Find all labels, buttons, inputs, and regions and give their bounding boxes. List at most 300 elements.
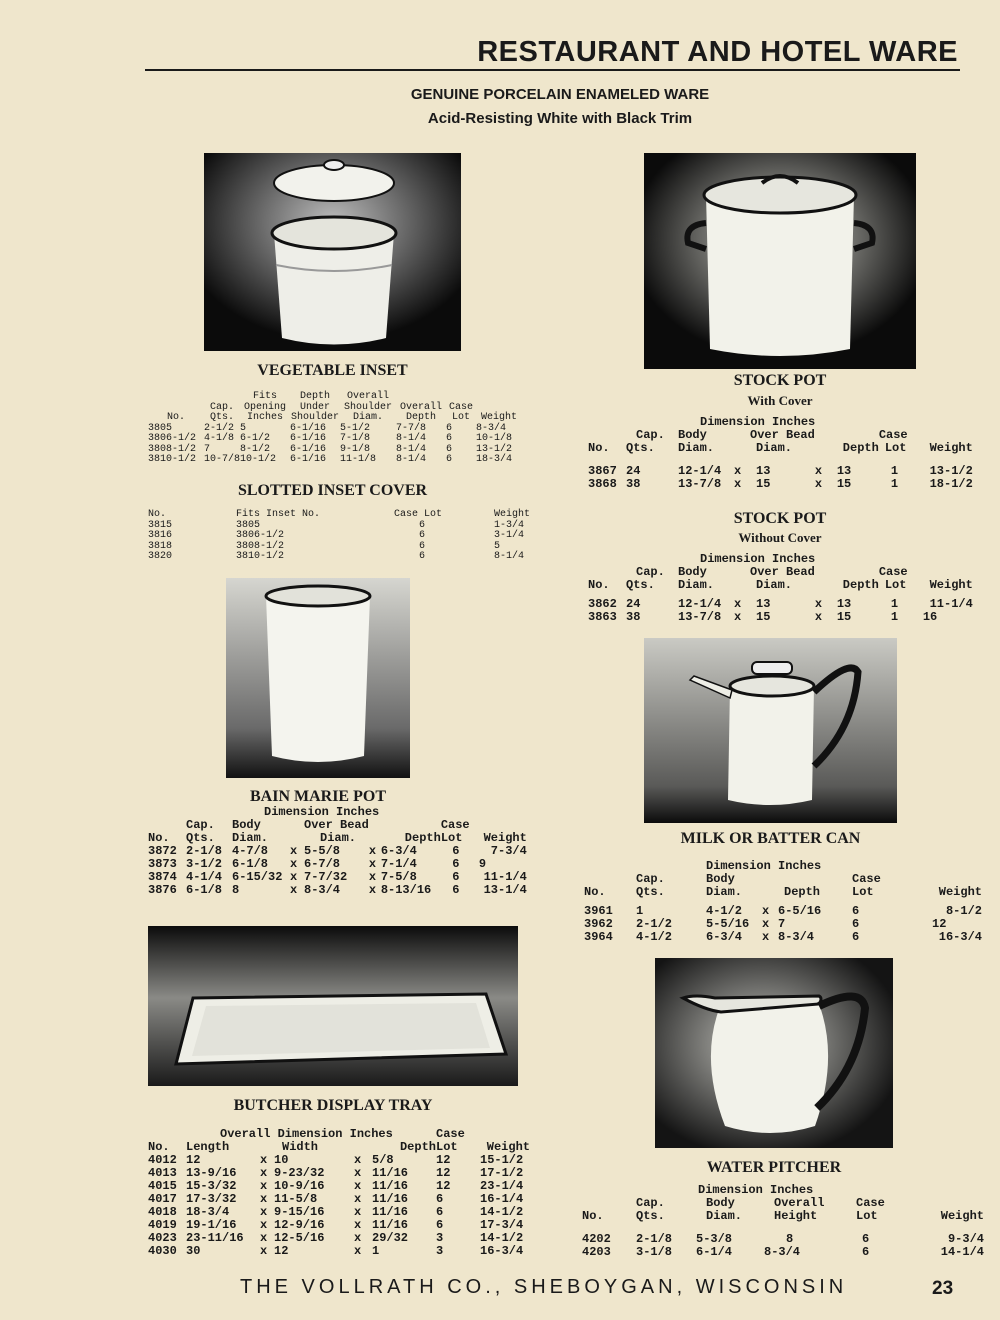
table-cell: 6 xyxy=(852,930,860,944)
column-header xyxy=(915,416,973,429)
table-cell: x xyxy=(814,464,823,478)
table-cell: 4017 xyxy=(148,1192,177,1206)
table-cell: 6-1/16 xyxy=(290,422,327,434)
column-header: Overall xyxy=(400,401,443,413)
table-cell: 11-5/8 xyxy=(274,1192,318,1206)
table-cell: 3805 xyxy=(236,519,261,531)
column-header: Shoulder xyxy=(291,412,340,423)
column-header: Case xyxy=(440,818,470,832)
table-cell: 8-1/4 xyxy=(494,551,525,562)
table-cell: 19-1/16 xyxy=(186,1218,237,1232)
column-header: Diam. xyxy=(706,885,743,899)
table-cell: 4023 xyxy=(148,1231,177,1245)
table-cell: 3806-1/2 xyxy=(236,530,285,541)
table-cell: x xyxy=(260,1244,268,1258)
column-header: Qts. xyxy=(186,831,215,845)
table-cell: 3806-1/2 xyxy=(148,433,197,444)
table-cell: 6 xyxy=(419,540,426,552)
table-cell: 8-3/4 xyxy=(476,422,507,434)
table-cell: 3873 xyxy=(148,857,177,871)
table-cell: 8-3/4 xyxy=(764,1245,801,1259)
column-header: Lot xyxy=(436,1140,458,1154)
table-cell: 8-1/4 xyxy=(396,433,427,444)
column-header: Dimension Inches xyxy=(700,415,816,429)
column-header: Overall Dimension Inches xyxy=(220,1127,393,1141)
column-header: Depth xyxy=(784,885,821,899)
table-cell: x xyxy=(734,597,742,611)
table-cell: 12 xyxy=(932,917,947,931)
table-cell: 15 xyxy=(756,477,771,491)
column-header: Cap. xyxy=(636,1196,665,1210)
table-header-row xyxy=(148,1141,530,1154)
table-cell: 3-1/4 xyxy=(494,530,525,541)
table-cell: 4018 xyxy=(148,1205,177,1219)
column-header: No. xyxy=(148,1140,170,1154)
table-cell: 9-23/32 xyxy=(274,1166,325,1180)
table-cell: 5 xyxy=(240,422,247,434)
column-header: Cap. xyxy=(636,872,665,886)
stock-pot-nocover-subtitle: Without Cover xyxy=(738,530,822,545)
column-header: Fits Inset No. xyxy=(236,509,321,520)
column-header: Depth xyxy=(300,391,331,402)
column-header xyxy=(582,1184,636,1197)
table-cell: 11/16 xyxy=(372,1218,409,1232)
stock-pot-photo xyxy=(644,153,916,369)
vegetable-inset-title: VEGETABLE INSET xyxy=(257,362,408,379)
table-cell: 6-1/16 xyxy=(290,433,327,444)
stock-pot-nocover-table xyxy=(588,553,973,624)
table-cell: x xyxy=(354,1166,362,1180)
column-header: Body xyxy=(706,1196,735,1210)
table-cell: x xyxy=(290,857,298,871)
table-cell: 6 xyxy=(419,530,426,541)
table-cell: 13 xyxy=(756,464,771,478)
table-cell: 3-1/2 xyxy=(186,857,223,871)
column-header: Depth xyxy=(842,441,879,455)
column-header xyxy=(148,392,204,403)
table-cell: x xyxy=(354,1153,362,1167)
table-cell: 38 xyxy=(626,477,641,491)
table-cell: 2-1/8 xyxy=(636,1232,673,1246)
butcher-tray-table xyxy=(148,1128,530,1258)
table-cell: 13-1/2 xyxy=(476,443,513,455)
column-header xyxy=(588,416,626,429)
table-cell: 16-1/4 xyxy=(480,1192,524,1206)
table-cell: 17-3/32 xyxy=(186,1192,237,1206)
table-cell: x xyxy=(762,917,770,931)
table-cell: 6-7/8 xyxy=(304,857,341,871)
table-cell: 11-1/4 xyxy=(929,597,973,611)
column-header: Lot xyxy=(440,831,463,845)
table-cell: 1 xyxy=(890,597,899,611)
column-header: Diam. xyxy=(756,441,793,455)
column-header: Weight xyxy=(940,1209,984,1223)
column-header: Weight xyxy=(929,578,973,592)
table-cell: 15-3/32 xyxy=(186,1179,237,1193)
table-cell: 9-1/8 xyxy=(340,443,371,455)
column-header: Lot xyxy=(856,1209,878,1223)
table-cell: 4015 xyxy=(148,1179,177,1193)
table-cell: 6 xyxy=(446,443,453,455)
column-header: Over Bead xyxy=(750,428,815,442)
table-cell: 24 xyxy=(626,464,641,478)
table-cell: 3962 xyxy=(584,917,613,931)
column-header: Length xyxy=(186,1140,230,1154)
table-cell: 6-1/16 xyxy=(290,454,327,465)
column-header xyxy=(762,886,778,899)
column-header: Cap. xyxy=(636,565,665,579)
table-cell: 11-1/4 xyxy=(483,870,527,884)
table-cell: 1-3/4 xyxy=(494,519,525,531)
column-header: Weight xyxy=(494,509,531,520)
table-cell: x xyxy=(734,464,742,478)
stock-pot-cover-subtitle: With Cover xyxy=(747,393,813,408)
table-cell: 3964 xyxy=(584,930,613,944)
table-cell: 12-1/4 xyxy=(678,597,722,611)
table-row xyxy=(588,592,973,611)
stock-pot-cover-table xyxy=(588,416,973,491)
column-header: Body xyxy=(232,818,261,832)
table-cell: 11/16 xyxy=(372,1166,409,1180)
table-cell: 3876 xyxy=(148,883,177,897)
table-cell: x xyxy=(814,477,823,491)
table-cell: 8-3/4 xyxy=(304,883,341,897)
table-cell: 6 xyxy=(452,857,460,871)
table-cell: 3862 xyxy=(588,597,617,611)
column-header: No. xyxy=(588,578,610,592)
table-cell: x xyxy=(260,1192,268,1206)
table-cell: 4030 xyxy=(148,1244,177,1258)
column-header: Under xyxy=(300,401,331,413)
bain-marie-title: BAIN MARIE POT xyxy=(249,788,386,805)
column-header: Dimension Inches xyxy=(700,552,816,566)
table-cell: 18-1/2 xyxy=(929,477,973,491)
table-cell: 9-15/16 xyxy=(274,1205,325,1219)
milk-can-table xyxy=(584,860,982,944)
table-cell: 12 xyxy=(186,1153,201,1167)
table-cell: 15 xyxy=(756,610,771,624)
table-cell: 6 xyxy=(446,422,453,434)
column-header: Body xyxy=(678,428,707,442)
table-cell: 14-1/4 xyxy=(940,1245,984,1259)
column-header xyxy=(471,806,527,819)
column-header: Case xyxy=(436,1127,465,1141)
table-cell: 11-1/8 xyxy=(340,454,377,465)
column-header xyxy=(204,392,240,403)
table-cell: 5-5/8 xyxy=(304,844,341,858)
butcher-tray-title: BUTCHER DISPLAY TRAY xyxy=(233,1097,433,1114)
column-header: Cap. xyxy=(636,428,665,442)
table-cell: 6-1/2 xyxy=(240,433,271,444)
table-cell: 1 xyxy=(890,464,899,478)
table-cell: 6 xyxy=(452,844,460,858)
table-cell: 30 xyxy=(186,1244,201,1258)
column-header xyxy=(912,1184,984,1197)
table-row xyxy=(148,884,527,897)
table-cell: x xyxy=(354,1205,362,1219)
table-cell: 1 xyxy=(890,477,899,491)
column-header: Fits xyxy=(253,391,278,402)
table-cell: 9-3/4 xyxy=(947,1232,984,1246)
column-header: Depth xyxy=(842,578,879,592)
column-header: Qts. xyxy=(626,578,655,592)
column-header: Cap. xyxy=(186,818,215,832)
table-cell: 4-1/4 xyxy=(186,870,223,884)
column-header: Depth xyxy=(406,412,437,423)
table-header-row xyxy=(588,442,973,455)
table-cell: 4019 xyxy=(148,1218,177,1232)
table-cell: x xyxy=(260,1205,268,1219)
table-cell: 5/8 xyxy=(372,1153,394,1167)
column-header xyxy=(584,860,636,873)
table-cell: 16-3/4 xyxy=(480,1244,524,1258)
table-cell: 7-1/4 xyxy=(380,857,417,871)
table-cell: 12 xyxy=(436,1166,451,1180)
table-cell: x xyxy=(290,844,298,858)
table-cell: 5-5/16 xyxy=(706,917,750,931)
table-cell: 3868 xyxy=(588,477,617,491)
table-cell: 8-3/4 xyxy=(778,930,815,944)
column-header xyxy=(588,553,626,566)
column-header: Over Bead xyxy=(304,818,369,832)
table-cell: 6-3/4 xyxy=(380,844,417,858)
table-cell: x xyxy=(260,1218,268,1232)
column-header: No. xyxy=(588,441,610,455)
milk-can-photo xyxy=(644,638,897,823)
column-header: Lot xyxy=(884,441,907,455)
column-header: Qts. xyxy=(626,441,655,455)
table-cell: x xyxy=(260,1166,268,1180)
table-cell: 6 xyxy=(446,454,453,465)
table-cell: 6-5/16 xyxy=(778,904,822,918)
table-cell: 23-1/4 xyxy=(480,1179,524,1193)
column-header: Weight xyxy=(929,441,973,455)
column-header: Case xyxy=(878,428,908,442)
table-cell: 6-15/32 xyxy=(232,870,283,884)
table-cell: 10-7/8 xyxy=(204,454,241,465)
table-cell: 15-1/2 xyxy=(480,1153,524,1167)
column-header xyxy=(762,873,778,886)
table-cell: 12-1/4 xyxy=(678,464,722,478)
table-cell: 3810-1/2 xyxy=(236,551,285,562)
table-cell: 7 xyxy=(204,443,211,455)
column-header: Depth xyxy=(399,1140,436,1154)
table-cell: 4-1/8 xyxy=(204,433,235,444)
column-header xyxy=(915,553,973,566)
table-cell: 15 xyxy=(836,610,852,624)
table-cell: 18-3/4 xyxy=(476,454,513,465)
table-cell: x xyxy=(290,870,298,884)
column-header: Shoulder xyxy=(344,401,393,413)
column-header: Opening xyxy=(244,401,287,413)
table-row xyxy=(588,611,973,624)
table-cell: 13-7/8 xyxy=(678,477,722,491)
table-cell: 3863 xyxy=(588,610,617,624)
table-cell: 3820 xyxy=(148,551,173,562)
table-cell: 3874 xyxy=(148,870,177,884)
column-header: Qts. xyxy=(636,1209,665,1223)
table-header-row xyxy=(148,392,522,403)
milk-can-title: MILK OR BATTER CAN xyxy=(680,830,861,847)
footer-company: THE VOLLRATH CO., SHEBOYGAN, WISCONSIN xyxy=(240,1276,848,1298)
column-header: Diam. xyxy=(678,441,715,455)
column-header: Lot xyxy=(452,412,471,423)
table-cell: 7 xyxy=(778,917,786,931)
column-header: Case xyxy=(856,1196,885,1210)
title-rule xyxy=(145,69,960,71)
table-cell: 16 xyxy=(922,610,938,624)
table-cell: 29/32 xyxy=(372,1231,409,1245)
table-cell: 3 xyxy=(436,1231,444,1245)
column-header: Depth xyxy=(404,831,441,845)
slotted-cover-table xyxy=(148,510,544,563)
column-header: Cap. xyxy=(210,401,235,413)
column-header: Qts. xyxy=(636,885,665,899)
table-cell: x xyxy=(260,1231,268,1245)
vegetable-inset-photo xyxy=(204,153,461,351)
column-header: Diam. xyxy=(353,412,384,423)
table-cell: 8-13/16 xyxy=(380,883,432,897)
column-header: Overall xyxy=(347,391,390,402)
column-header: Inches xyxy=(247,412,284,423)
table-cell: 3808-1/2 xyxy=(148,443,197,455)
column-header: Qts. xyxy=(210,412,235,423)
table-row xyxy=(148,455,522,466)
table-cell: 3808-1/2 xyxy=(236,540,285,552)
table-cell: 24 xyxy=(626,597,641,611)
table-cell: 12 xyxy=(436,1179,451,1193)
table-cell: 4-1/2 xyxy=(706,904,743,918)
table-cell: 6 xyxy=(452,883,460,897)
column-header xyxy=(815,579,829,592)
column-header: Diam. xyxy=(232,831,269,845)
table-cell: 10-1/8 xyxy=(476,433,513,444)
table-cell: 2-1/8 xyxy=(186,844,223,858)
table-cell: x xyxy=(368,857,377,871)
column-header: Body xyxy=(678,565,707,579)
table-row xyxy=(148,521,544,532)
table-row xyxy=(588,455,973,478)
column-header: Diam. xyxy=(320,831,357,845)
table-cell: 6-1/8 xyxy=(232,857,269,871)
column-header xyxy=(476,392,522,403)
table-cell: 14-1/2 xyxy=(480,1205,524,1219)
table-cell: 8-1/4 xyxy=(396,443,427,455)
column-header: Case xyxy=(449,401,474,413)
table-cell: 6 xyxy=(436,1218,444,1232)
table-cell: x xyxy=(354,1231,362,1245)
table-cell: x xyxy=(368,883,377,897)
table-cell: 6 xyxy=(436,1192,444,1206)
column-header xyxy=(446,392,476,403)
column-header xyxy=(734,429,742,442)
table-cell: 5 xyxy=(494,540,501,552)
table-cell: 6-1/8 xyxy=(186,883,223,897)
table-cell: 17-1/2 xyxy=(480,1166,524,1180)
table-cell: 7-5/8 xyxy=(380,870,417,884)
bain-marie-photo xyxy=(226,578,410,778)
table-cell: 13 xyxy=(836,597,852,611)
table-cell: 12 xyxy=(274,1244,289,1258)
table-cell: 13 xyxy=(836,464,852,478)
table-cell: 16-3/4 xyxy=(938,930,982,944)
table-cell: 3 xyxy=(436,1244,444,1258)
column-header xyxy=(908,860,982,873)
table-cell: 10-9/16 xyxy=(274,1179,325,1193)
column-header: Over Bead xyxy=(750,565,815,579)
table-cell: 6 xyxy=(446,433,453,444)
table-cell: x xyxy=(368,870,377,884)
table-cell: x xyxy=(734,610,742,624)
table-cell: x xyxy=(354,1218,362,1232)
column-header xyxy=(734,442,742,455)
table-row xyxy=(582,1223,984,1246)
table-cell: x xyxy=(260,1153,268,1167)
table-cell: x xyxy=(354,1192,362,1206)
subtitle-finish: Acid-Resisting White with Black Trim xyxy=(427,110,693,127)
table-cell: 7-7/8 xyxy=(396,422,427,434)
table-cell: 1 xyxy=(636,904,644,918)
table-cell: 6 xyxy=(862,1245,870,1259)
column-header: Lot xyxy=(852,885,874,899)
table-cell: 12-9/16 xyxy=(274,1218,325,1232)
stock-pot-cover-title: STOCK POT xyxy=(733,372,827,389)
table-cell: x xyxy=(734,477,742,491)
table-row xyxy=(588,478,973,491)
column-header xyxy=(734,566,742,579)
table-header-row xyxy=(588,579,973,592)
column-header: Diam. xyxy=(756,578,793,592)
table-cell: 8 xyxy=(786,1232,794,1246)
column-header xyxy=(734,579,742,592)
page-title: RESTAURANT AND HOTEL WARE xyxy=(477,36,958,68)
column-header xyxy=(369,819,381,832)
table-cell: 3961 xyxy=(584,904,613,918)
table-cell: 2-1/2 xyxy=(636,917,673,931)
table-row xyxy=(148,531,544,542)
table-cell: 4203 xyxy=(582,1245,611,1259)
column-header: Weight xyxy=(483,831,527,845)
table-header-row xyxy=(582,1210,984,1223)
table-cell: 1 xyxy=(372,1244,380,1258)
table-cell: 6-1/16 xyxy=(290,443,327,455)
table-cell: 18-3/4 xyxy=(186,1205,230,1219)
column-header xyxy=(815,566,829,579)
bain-marie-table xyxy=(148,806,527,897)
column-header: Dimension Inches xyxy=(264,805,380,819)
table-cell: 6-3/4 xyxy=(706,930,743,944)
table-cell: 3810-1/2 xyxy=(148,454,197,465)
table-cell: x xyxy=(762,904,770,918)
table-cell: 5-1/2 xyxy=(340,422,371,434)
table-cell: 1 xyxy=(890,610,899,624)
table-cell: 3818 xyxy=(148,540,173,552)
table-cell: 6 xyxy=(452,870,460,884)
table-cell: 4012 xyxy=(148,1153,177,1167)
column-header: Case xyxy=(878,565,908,579)
table-row xyxy=(584,931,982,944)
table-row xyxy=(148,552,544,563)
table-cell: x xyxy=(354,1244,362,1258)
table-cell: 8-1/2 xyxy=(945,904,982,918)
column-header: Body xyxy=(706,872,735,886)
column-header: Case xyxy=(852,872,881,886)
column-header xyxy=(815,429,829,442)
table-cell: x xyxy=(762,930,770,944)
table-cell: x xyxy=(814,610,823,624)
table-cell: 38 xyxy=(626,610,641,624)
table-cell: 6 xyxy=(419,551,426,562)
